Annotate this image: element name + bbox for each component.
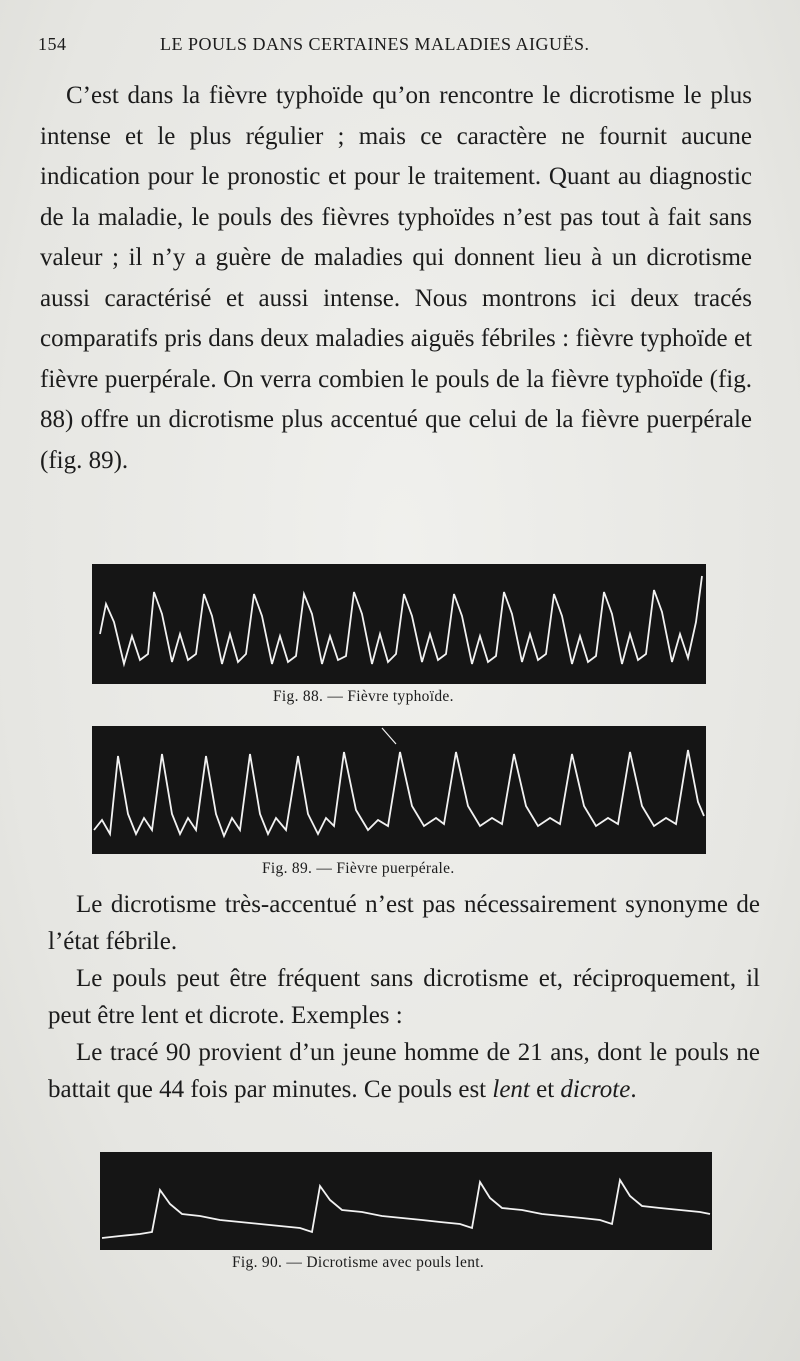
figure-88-pulse-trace: [92, 564, 706, 684]
fig88-pulse-line: [100, 576, 702, 664]
running-head: [38, 34, 738, 60]
fig88-trace-svg: [92, 564, 706, 684]
figure-88-caption: Fig. 88. — Fièvre typhoïde.: [273, 688, 454, 705]
paragraph-typhoid-dicrotism: C’est dans la fièvre typhoïde qu’on rencontre le dicrotisme le plus intense et le plus régulier ; mais ce caractère ne fournit aucune indication pour le pronostic et pour le traitement. Quant au diagnostic de la maladie, le pouls des fièvres typhoïdes n’est pas tout à fait sans valeur ; il n’y a guère de maladies qui donnent lieu à un dicrotisme aussi caractérisé et aussi intense. Nous montrons ici deux tracés comparatifs pris dans deux maladies aiguës fébriles : fièvre typhoïde et fièvre puerpérale. On verra combien le pouls de la fièvre typhoïde (fig. 88) offre un dicrotisme plus accentué que celui de la fièvre puerpérale (fig. 89).: [40, 82, 752, 474]
fig89-trace-svg: [92, 726, 706, 854]
paragraph-frequent-pulse: Le pouls peut être fréquent sans dicrotisme et, réciproquement, il peut être lent et dicrote. Exemples :: [48, 965, 760, 1029]
conjunction-et: et: [536, 1076, 555, 1103]
emphasis-dicrote: dicrote: [560, 1076, 631, 1103]
paragraph-trace-90: [48, 1034, 760, 1108]
fig89-stylus-mark: [382, 728, 396, 744]
fig89-pulse-line: [94, 750, 704, 836]
running-title: LE POULS DANS CERTAINES MALADIES AIGUËS.: [160, 34, 590, 54]
figure-89-pulse-trace: [92, 726, 706, 854]
figure-89-caption: Fig. 89. — Fièvre puerpérale.: [262, 860, 455, 877]
paragraph-trace-90-end: .: [630, 1076, 637, 1103]
fig90-pulse-line: [102, 1180, 710, 1238]
page-number: 154: [38, 34, 67, 54]
fig90-trace-svg: [100, 1152, 712, 1250]
figure-90-caption: Fig. 90. — Dicrotisme avec pouls lent.: [232, 1254, 485, 1271]
emphasis-lent: lent: [492, 1076, 530, 1103]
figure-90-pulse-trace: [100, 1152, 712, 1250]
paragraph-trace-90-text: Le tracé 90 provient d’un jeune homme de 21 ans, dont le pouls ne battait que 44 fois par minutes. Ce pouls est: [48, 1039, 760, 1103]
paragraph-dicrotism-not-fever: Le dicrotisme très-accentué n’est pas nécessairement synonyme de l’état fébrile.: [48, 891, 760, 955]
